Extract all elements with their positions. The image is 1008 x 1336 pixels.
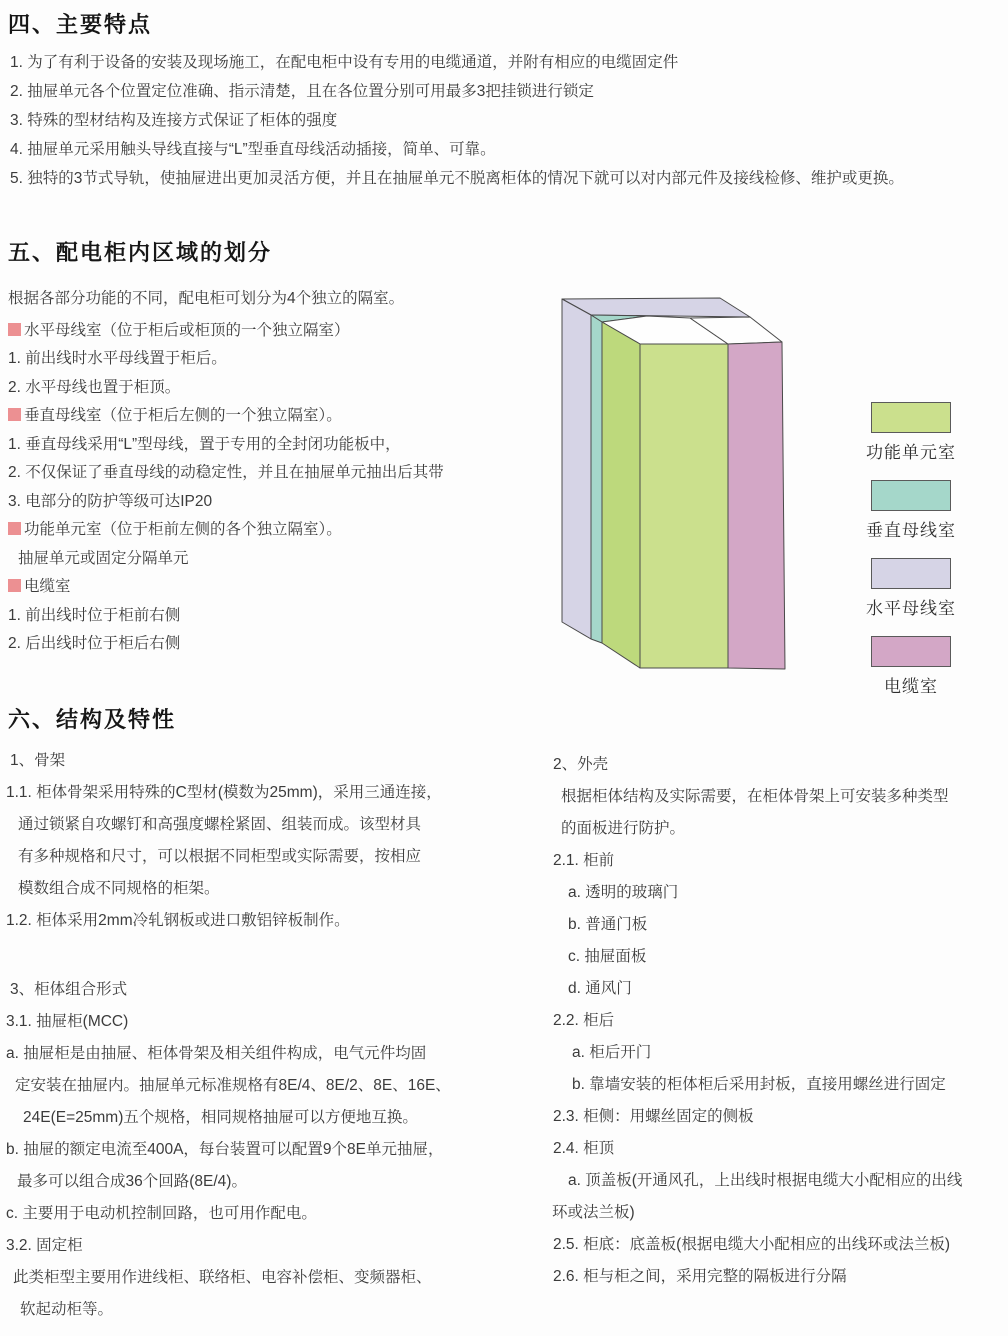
section6-right-column <box>552 749 1004 1293</box>
feature-item: 2. 抽屉单元各个位置定位准确、指示清楚，且在各位置分别可用最多3把挂锁进行锁定 <box>10 83 594 100</box>
spec-line: a. 顶盖板(开通风孔，上出线时根据电缆大小配相应的出线 <box>568 1172 963 1189</box>
spec-line: b. 抽屉的额定电流至400A，每台装置可以配置9个8E单元抽屉， <box>6 1141 444 1158</box>
spec-line: a. 抽屉柜是由抽屉、柜体骨架及相关组件构成，电气元件均固 <box>6 1045 427 1062</box>
legend-swatch-cable-room <box>871 636 951 667</box>
zone-line: 1. 前出线时水平母线置于柜后。 <box>8 350 227 367</box>
legend-label: 垂直母线室 <box>866 521 956 540</box>
spec-line: 3.2. 固定柜 <box>6 1237 83 1254</box>
spec-line: a. 柜后开门 <box>572 1044 652 1061</box>
spec-line: 2.2. 柜后 <box>553 1012 615 1029</box>
square-bullet-icon <box>8 579 21 592</box>
zone-line: 1. 垂直母线采用“L”型母线，置于专用的全封闭功能板中， <box>8 435 401 453</box>
spec-line: 24E(E=25mm)五个规格，相同规格抽屉可以方便地互换。 <box>23 1109 418 1126</box>
square-bullet-icon <box>8 522 21 535</box>
legend-swatch-horizontal-busbar <box>871 558 951 589</box>
spec-line: d. 通风门 <box>568 980 632 997</box>
functional-unit-side-face <box>602 322 640 668</box>
feature-item: 4. 抽屉单元采用触头导线直接与“L”型垂直母线活动插接，简单、可靠。 <box>10 141 496 158</box>
spec-line: 的面板进行防护。 <box>561 820 686 837</box>
legend-label: 水平母线室 <box>866 599 956 618</box>
spec-line: 1、骨架 <box>10 752 66 769</box>
spec-line: 环或法兰板) <box>552 1204 635 1221</box>
square-bullet-icon <box>8 408 21 421</box>
feature-item: 1. 为了有利于设备的安装及现场施工，在配电柜中设有专用的电缆通道，并附有相应的电缆固定件 <box>10 54 679 71</box>
spec-line: b. 普通门板 <box>568 916 648 933</box>
spec-line: b. 靠墙安装的柜体柜后采用封板，直接用螺丝进行固定 <box>572 1076 946 1093</box>
spec-line: 此类柜型主要用作进线柜、联络柜、电容补偿柜、变频器柜、 <box>13 1269 432 1286</box>
section6-left-column <box>6 745 518 1326</box>
section6-heading: 六、结构及特性 <box>8 707 177 732</box>
spec-line: c. 主要用于电动机控制回路，也可用作配电。 <box>6 1205 317 1222</box>
spec-line: 3.1. 抽屉柜(MCC) <box>6 1013 129 1030</box>
spec-line: 1.1. 柜体骨架采用特殊的C型材(模数为25mm)，采用三通连接， <box>6 784 442 801</box>
spec-line: 根据柜体结构及实际需要，在柜体骨架上可安装多种类型 <box>561 788 949 805</box>
spec-line: 3、柜体组合形式 <box>10 981 128 998</box>
section4-heading: 四、主要特点 <box>8 12 153 37</box>
diagram-legend <box>861 402 961 714</box>
section5-heading: 五、配电柜内区域的划分 <box>8 240 273 265</box>
spec-line: 2、外壳 <box>553 756 609 773</box>
functional-unit-front-face <box>640 344 728 668</box>
legend-item <box>861 558 961 621</box>
spec-line: a. 透明的玻璃门 <box>568 884 679 901</box>
zone-line: 2. 后出线时位于柜后右侧 <box>8 635 181 652</box>
zone-title-line <box>8 573 553 602</box>
zone-title-line <box>8 516 553 545</box>
legend-label: 电缆室 <box>884 677 938 696</box>
zone-title-text: 功能单元室（位于柜前左侧的各个独立隔室）。 <box>24 521 342 538</box>
column-gap <box>6 937 518 974</box>
zone-line: 1. 前出线时位于柜前右侧 <box>8 606 181 624</box>
spec-line: 2.5. 柜底：底盖板(根据电缆大小配相应的出线环或法兰板) <box>553 1236 950 1253</box>
spec-line: 2.6. 柜与柜之间，采用完整的隔板进行分隔 <box>553 1268 847 1285</box>
feature-item: 5. 独特的3节式导轨，使抽屉进出更加灵活方便，并且在抽屉单元不脱离柜体的情况下就可以对内部元件及接线检修、维护或更换。 <box>10 170 904 187</box>
legend-item <box>861 480 961 543</box>
horizontal-busbar-side-face <box>562 299 591 639</box>
zone-title-text: 水平母线室（位于柜后或柜顶的一个独立隔室） <box>24 321 350 339</box>
zone-title-text: 电缆室 <box>24 578 71 595</box>
zone-title-line <box>8 402 553 431</box>
legend-label: 功能单元室 <box>866 443 956 462</box>
section4-feature-list <box>10 48 1006 193</box>
spec-line: 有多种规格和尺寸，可以根据不同柜型或实际需要，按相应 <box>18 848 422 865</box>
cabinet-3d-diagram <box>550 280 810 700</box>
zone-line: 2. 水平母线也置于柜顶。 <box>8 378 181 396</box>
spec-line: 2.4. 柜顶 <box>553 1140 615 1157</box>
legend-swatch-functional-unit <box>871 402 951 433</box>
spec-line: 2.3. 柜侧：用螺丝固定的侧板 <box>553 1108 754 1125</box>
vertical-busbar-front-strip <box>591 315 602 643</box>
zone-line: 2. 不仅保证了垂直母线的动稳定性，并且在抽屉单元抽出后其带 <box>8 464 444 481</box>
legend-item <box>861 636 961 699</box>
zone-title-text: 垂直母线室（位于柜后左侧的一个独立隔室）。 <box>24 407 342 424</box>
legend-swatch-vertical-busbar <box>871 480 951 511</box>
spec-line: 软起动柜等。 <box>20 1301 114 1318</box>
zone-title-line <box>8 317 553 346</box>
zone-line: 3. 电部分的防护等级可达IP20 <box>8 492 213 510</box>
section5-intro: 根据各部分功能的不同，配电柜可划分为4个独立的隔室。 <box>8 290 405 307</box>
section5-zone-list <box>8 285 553 659</box>
square-bullet-icon <box>8 323 21 336</box>
spec-line: 2.1. 柜前 <box>553 852 615 869</box>
cable-room-front-face <box>728 342 785 669</box>
spec-line: 模数组合成不同规格的柜架。 <box>18 880 220 897</box>
zone-line: 抽屉单元或固定分隔单元 <box>18 549 189 567</box>
spec-line: 定安装在抽屉内。抽屉单元标准规格有8E/4、8E/2、8E、16E、 <box>15 1077 451 1094</box>
legend-item <box>861 402 961 465</box>
spec-line: 最多可以组合成36个回路(8E/4)。 <box>17 1173 247 1190</box>
spec-line: 通过锁紧自攻螺钉和高强度螺栓紧固、组装而成。该型材具 <box>18 816 422 833</box>
spec-line: 1.2. 柜体采用2mm冷轧钢板或进口敷铝锌板制作。 <box>6 912 350 929</box>
spec-line: c. 抽屉面板 <box>568 948 647 965</box>
feature-item: 3. 特殊的型材结构及连接方式保证了柜体的强度 <box>10 112 338 129</box>
